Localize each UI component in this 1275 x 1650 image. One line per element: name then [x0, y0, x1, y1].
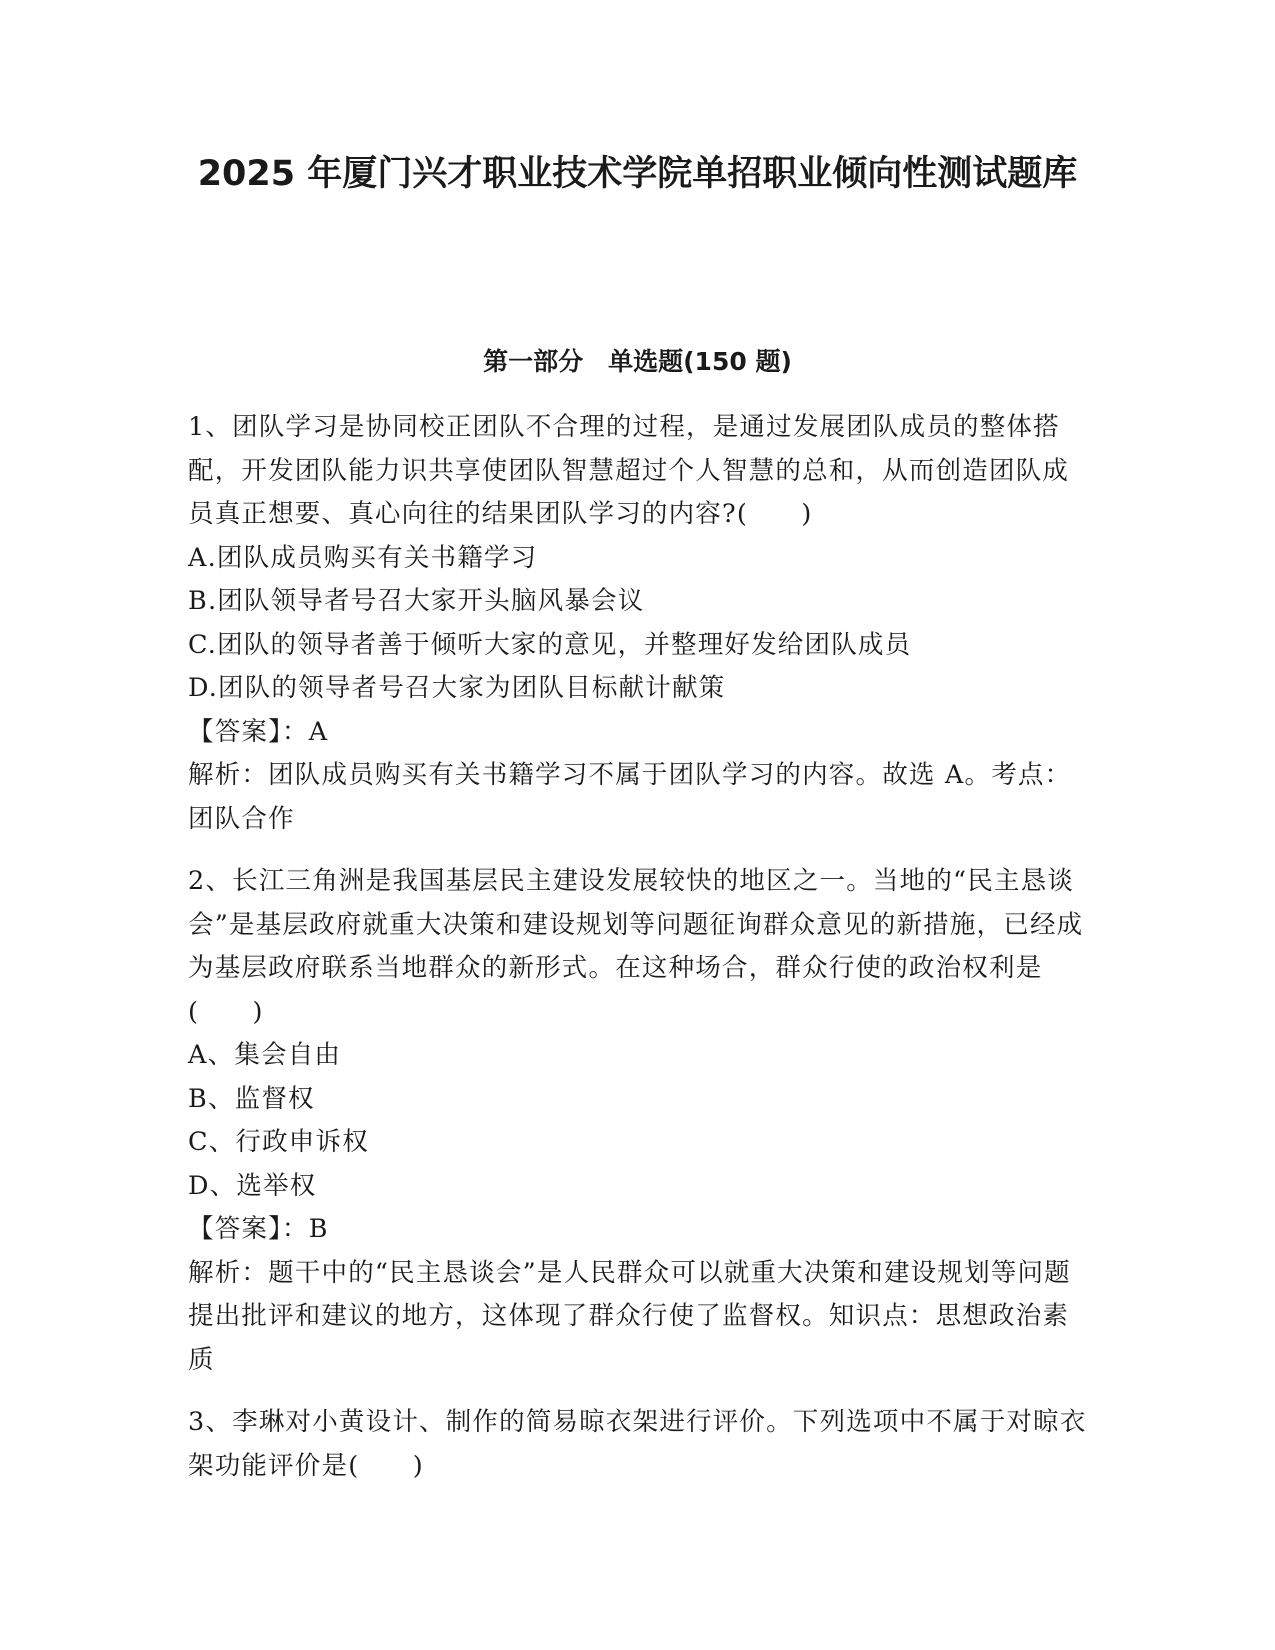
analysis-text: 解析：团队成员购买有关书籍学习不属于团队学习的内容。故选 A。考点：团队合作 [188, 760, 1072, 834]
option-a: A、集会自由 [188, 1040, 342, 1070]
option-d: D、选举权 [188, 1170, 317, 1201]
question-2 [188, 860, 1088, 1382]
question-1 [188, 406, 1088, 841]
question-stem: 2、长江三角洲是我国基层民主建设发展较快的地区之一。当地的“民主恳谈会”是基层政府就重大决策和建设规划等问题征询群众意见的新措施，已经成为基层政府联系当地群众的新形式。在这种场合，群众行使的政治权利是( ) [188, 866, 1084, 1027]
option-a: A.团队成员购买有关书籍学习 [188, 542, 538, 573]
option-b: B、监督权 [188, 1083, 315, 1114]
option-c: C、行政申诉权 [188, 1127, 369, 1157]
option-b: B.团队领导者号召大家开头脑风暴会议 [188, 586, 645, 616]
question-3 [188, 1401, 1088, 1488]
document-title: 2025 年厦门兴才职业技术学院单招职业倾向性测试题库 [197, 154, 1078, 194]
option-d: D.团队的领导者号召大家为团队目标献计献策 [188, 673, 726, 703]
section-heading: 第一部分 单选题(150 题) [483, 347, 792, 376]
option-c: C.团队的领导者善于倾听大家的意见，并整理好发给团队成员 [188, 629, 912, 660]
answer-line: 【答案】：B [188, 1214, 329, 1244]
question-stem: 3、李琳对小黄设计、制作的简易晾衣架进行评价。下列选项中不属于对晾衣架功能评价是( ) [188, 1407, 1087, 1481]
analysis-text: 解析：题干中的“民主恳谈会”是人民群众可以就重大决策和建设规划等问题提出批评和建议的地方，这体现了群众行使了监督权。知识点：思想政治素质 [188, 1257, 1071, 1375]
answer-line: 【答案】：A [188, 716, 329, 747]
question-stem: 1、团队学习是协同校正团队不合理的过程，是通过发展团队成员的整体搭配，开发团队能力识共享使团队智慧超过个人智慧的总和，从而创造团队成员真正想要、真心向往的结果团队学习的内容?( ) [188, 412, 1070, 529]
question-list [188, 406, 1088, 1507]
